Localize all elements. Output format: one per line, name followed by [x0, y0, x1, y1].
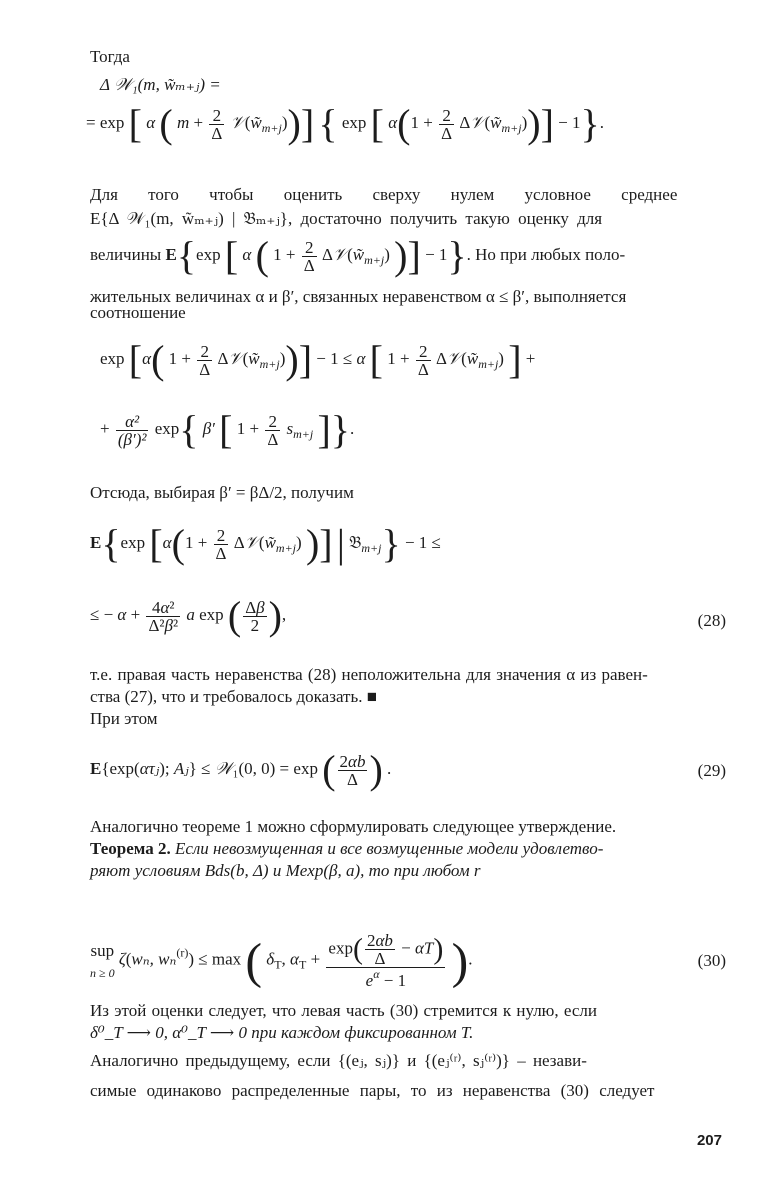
- theorem-heading: [90, 840, 603, 857]
- text-line: т.е. правая часть неравенства (28) неположительна для значения α из равен-: [90, 665, 648, 684]
- text-line: Для того чтобы оценить сверху нулем условное среднее: [90, 185, 678, 204]
- text-line: Тогда: [90, 47, 130, 66]
- formula-exp-3: + $\frac{\text{α²}}{\text{(β′)²}}$ exp{ β′ [ 1 + $\frac{2}{\Delta}$ $s_{m+j}$ ]}.: [100, 407, 355, 452]
- text-line: Из этой оценки следует, что левая часть (30) стремится к нулю, если: [90, 1001, 597, 1020]
- text-line: Аналогично теореме 1 можно сформулировать следующее утверждение.: [90, 817, 617, 836]
- equation-number: (30): [697, 951, 726, 970]
- formula-exp-7: sup $_{n \ge 0}$ ζ(wₙ, wₙ$^{(r)}$) ≤ max ( $\delta_T$, $\alpha_T$ + exp( $\frac{2\alpha b}{\Delta}$ − αT) $e^\alpha - 1$ ).: [90, 931, 473, 990]
- equation-number: (28): [697, 611, 726, 630]
- formula-line: величины E{exp [ α ( 1 + $\frac{2}{\Delta}$ $\Delta 𝒱(w̃_{m+j})$ )] − 1}. Но при любых поло-: [90, 233, 626, 278]
- text-fragment: величины: [90, 244, 162, 264]
- formula-line: Δ 𝒲₁(m, w̃ₘ₊ⱼ) =: [100, 75, 221, 94]
- formula-exp-4: E{exp [α(1 + $\frac{2}{\Delta}$ $\Delta 𝒱(w̃_{m+j})$ )] | 𝔅$_{m+j}$} − 1 ≤: [90, 521, 441, 566]
- theorem-text: Если невозмущенная и все возмущенные модели удовлетво-: [174, 839, 604, 858]
- text-line: ства (27), что и требовалось доказать. ■: [90, 687, 377, 706]
- text-line: жительных величинах α и β′, связанных неравенством α ≤ β′, выполняется: [90, 287, 627, 306]
- formula-exp-2: exp [α( 1 + $\frac{2}{\Delta}$ $\Delta 𝒱(w̃_{m+j}))] - 1 \le \alpha$ [ 1 + $\frac{2}{\Delta}$ $\Delta 𝒱(w̃_{m+j})$ ] +: [100, 337, 536, 382]
- text-line: ряют условиям Bds(b, Δ) и Mexp(β, a), то при любом r: [90, 861, 481, 880]
- formula-exp-1: = exp [ α ( m + $\frac{2}{\Delta}$ $𝒱(w̃_{m+j})$)] { exp [ α(1 + $\frac{2}{\Delta}$ $\Delta 𝒱(w̃_{m+j}))] - 1$}.: [86, 101, 604, 146]
- text-line: Аналогично предыдущему, если {(eⱼ, sⱼ)} и {(eⱼ⁽ʳ⁾, sⱼ⁽ʳ⁾)} – незави-: [90, 1051, 587, 1070]
- formula-exp-6: E{exp(ατⱼ); Aⱼ} ≤ 𝒲₁(0, 0) = exp ( $\frac{2\alpha b}{\Delta}$ ) .: [90, 747, 392, 792]
- text-line: симые одинаково распределенные пары, то из неравенства (30) следует: [90, 1081, 655, 1100]
- theorem-label: Теорема 2.: [90, 839, 171, 858]
- equation-number: (29): [697, 761, 726, 780]
- text-line: δ⁰_T ⟶ 0, α⁰_T ⟶ 0 при каждом фиксированном T.: [90, 1023, 474, 1042]
- text-fragment: . Но при любых поло-: [466, 244, 626, 264]
- formula-exp-5: ≤ − α + $\frac{\text{4α²}}{\text{Δ²β²}}$ a exp ( $\frac{\Delta\beta}{2}$ ),: [90, 593, 287, 638]
- text-line: При этом: [90, 709, 158, 728]
- text-line: E{Δ 𝒲₁(m, w̃ₘ₊ⱼ) | 𝔅ₘ₊ⱼ}, достаточно получить такую оценку для: [90, 209, 603, 228]
- text-line: Отсюда, выбирая β′ = βΔ/2, получим: [90, 483, 354, 502]
- text-line: соотношение: [90, 303, 186, 322]
- page-number: 207: [696, 1132, 722, 1149]
